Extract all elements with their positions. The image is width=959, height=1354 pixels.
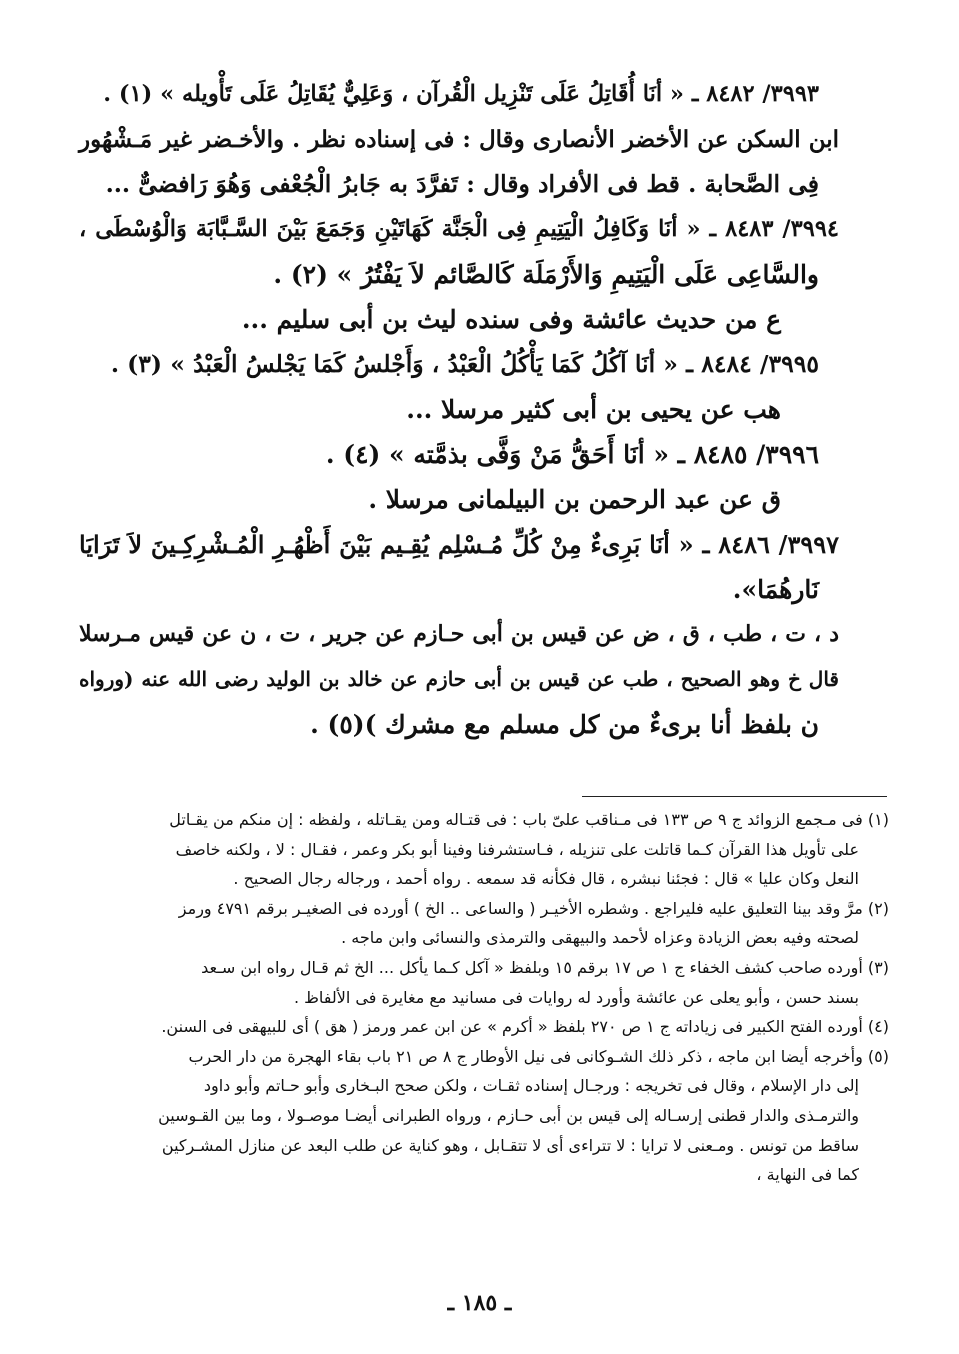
footnotes-block <box>69 805 889 1190</box>
hadith-3997-line-1: ٣٩٩٧/ ٨٤٨٦ ـ « أنَا بَرِىءٌ مِنْ كُلِّ مُـسْلِم يُقِـيم بَيْنَ أَظْهُـرِ الْمُـشْرِكِـينَ لاَ تَرَايَا <box>79 530 839 559</box>
hadith-3997-source-line-2: قال خ وهو الصحيح ، طب عن قيس بن أبى حازم عن خالد بن الوليد رضى الله عنه (ورواه <box>79 667 839 691</box>
page-number: ـ ١٨٥ ـ <box>447 1290 512 1316</box>
footnote-1-line-1: (١) فى مـجمع الزوائد ج ٩ ص ١٣٣ فى مـناقب علىّ باب : فى قتـاله ومن يقـاتله ، ولفظه : إن منكم من يقـاتل <box>169 810 889 829</box>
hadith-3993-commentary-line-1: ابن السكن عن الأخضر الأنصارى وقال : فى إسناده نظر . والأخـضر غير مَـشْهُور <box>79 126 839 153</box>
footnote-2-line-1: (٢) مرَّ وقد بينا التعليق عليه فليراجع . وشطره الأخيـر ( والساعى .. الخ ) أورده فى الصغيـر برقم ٤٧٩١ ورمز <box>178 898 889 918</box>
footnote-4-line-1: (٤) أورده الفتح الكبير فى زياداته ج ١ ص ٢٧٠ بلفظ « أكرم » عن ابن عمر ورمز ( هق ) أى للبيهقى فى السنن. <box>161 1017 889 1037</box>
hadith-3996-line-1: ٣٩٩٦/ ٨٤٨٥ ـ « أنَا أَحَقُّ مَنْ وَفَّى بذمَّته » (٤) . <box>325 440 819 469</box>
hadith-3993-line-1: ٣٩٩٣/ ٨٤٨٢ ـ « أنَا أُقَاتِلُ عَلَى تَنْزِيل الْقُرآن ، وَعَلِيٌّ يُقَاتِلُ عَلَى تَأْويله » (١) . <box>103 81 819 107</box>
footnote-2-line-2: لصحته وفيه بعض الزيادة وعزاه لأحمد والبيهقى والترمذى والنسائى وابن ماجه . <box>341 928 859 948</box>
hadith-3994-line-2: والسَّاعِى عَلَى الْيَتِيمِ وَالأَرْمَلَة كَالصَّائم لاَ يَفْتُرُ » (٢) . <box>273 260 819 289</box>
footnote-1-line-3: النعل وكان عليا » قال : فجئنا نبشره ، قال فكأنه قد سمعه . رواه أحمد ، ورجاله رجال الصحيح . <box>233 869 859 889</box>
hadith-3997-source-line-1: د ، ت ، طب ، ق ، ض عن قيس بن أبى حـازم عن جرير ، ت ، ن عن قيس مـرسلا <box>79 621 839 647</box>
footnote-3-line-1: (٣) أورده صاحب كشف الخفاء ج ١ ص ١٧ برقم ١٥ وبلفظ « آكل كـما يأكل ... الخ ثم قـال رواه ابن سـعد <box>201 957 889 977</box>
footnote-divider <box>582 796 887 797</box>
footnote-5-line-2: إلى دار الإسلام ، وقال فى تخريجه : ورجـال إسناده ثقـات ، ولكن صحح البـخارى وأبو حـاتم وأبو داود <box>203 1076 859 1096</box>
hadith-3994-line-1: ٣٩٩٤/ ٨٤٨٣ ـ « أنَا وَكَافِلُ الْيَتِيمِ فِى الْجَنَّة كَهَاتَيْنِ وَجَمَعَ بَيْنَ السَّـبَّابَة وَالْوُسْطَى ، <box>79 216 839 242</box>
footnote-3-line-2: بسند حسن ، وأبو يعلى عن عائشة وأورد له روايات فى مسانيد مع مغايرة فى الألفاظ . <box>293 987 859 1007</box>
footnote-5-line-1: (٥) وأخرجه أيضا ابن ماجه ، ذكر ذلك الشـوكانى فى نيل الأوطار ج ٨ ص ٢١ باب بقاء الهجرة من دار الحرب <box>188 1046 889 1066</box>
footnote-5-line-3: والترمـذى والدار قطنى إرسـاله إلى قيس بن أبى حـازم ، ورواه الطبرانى أيضـا موصـولا ، وما بين القـوسين <box>158 1105 859 1125</box>
hadith-3995-line-1: ٣٩٩٥/ ٨٤٨٤ ـ « أنَا آكُلُ كَمَا يَأْكُلُ الْعَبْدُ ، وَأَجْلسُ كَمَا يَجْلسُ الْعَبْدُ » (٣) . <box>110 350 819 378</box>
hadith-3995-source: هب عن يحيى بن أبى كثير مرسلا ... <box>406 395 781 424</box>
hadith-text-block <box>79 72 839 747</box>
hadith-3993-commentary-line-2: فِى الصَّحابة . قط فى الأفراد وقال : تَفرَّدَ به جَابرُ الْجُعْفى وَهُوَ رَافضىٌّ ... <box>105 170 819 198</box>
hadith-3997-source-line-3: ن بلفظ أنا برىءٌ من كل مسلم مع مشرك )(٥) . <box>310 710 819 739</box>
footnote-1-line-2: على تأويل هذا القرآن كـما قاتلت على تنزيله ، فـاستشرفنا وفينا أبو بكر وعمر ، فقـال : لا ، ولكنه خاصف <box>175 839 859 859</box>
hadith-3996-source: ق عن عبد الرحمن بن البيلمانى مرسلا . <box>368 485 781 514</box>
hadith-3997-line-2: نَارهُمَا». <box>732 575 819 604</box>
footnote-5-line-5: كما فى النهاية ، <box>756 1165 859 1185</box>
footnote-5-line-4: ساقط من تونس . ومـعنى لا ترايا : لا تتراءى أى لا تتقـابل ، وهو كناية عن طلب البعد عن منازل المشـركين <box>161 1135 859 1155</box>
hadith-3994-source: ع من حديث عائشة وفى سنده ليث بن أبى سليم ... <box>241 305 781 334</box>
